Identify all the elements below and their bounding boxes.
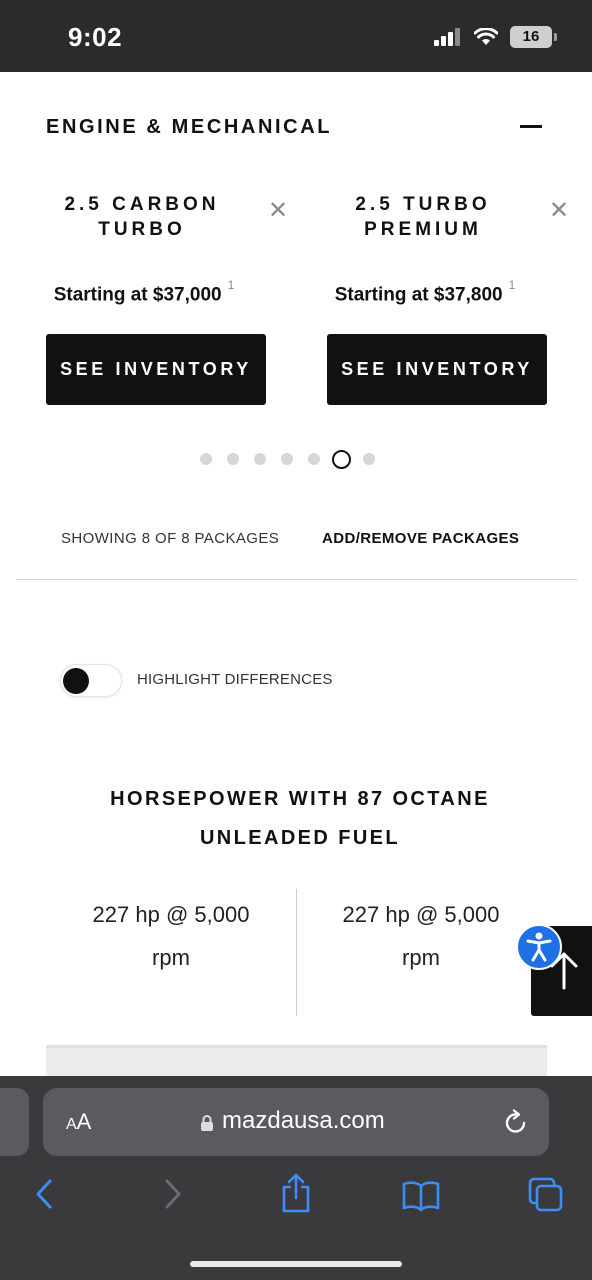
highlight-differences-label: HIGHLIGHT DIFFERENCES	[137, 671, 333, 688]
minus-icon	[520, 125, 542, 128]
collapse-section-button[interactable]	[516, 114, 546, 138]
tabs-icon[interactable]	[527, 1176, 565, 1214]
price-text: Starting at $37,800	[334, 284, 503, 306]
spec-value-line: 227 hp @ 5,000	[92, 902, 250, 927]
url-text[interactable]: mazdausa.com	[222, 1107, 385, 1134]
price-text: Starting at $37,000	[53, 284, 222, 306]
spec-value-line: rpm	[402, 945, 440, 970]
trim-name	[313, 192, 533, 242]
see-inventory-button[interactable]: SEE INVENTORY	[46, 334, 266, 405]
wifi-icon	[474, 28, 498, 46]
divider	[16, 579, 577, 580]
add-remove-packages-link[interactable]: ADD/REMOVE PACKAGES	[322, 530, 520, 547]
trim-name-line: 2.5 TURBO	[355, 194, 491, 215]
section-title: ENGINE & MECHANICAL	[46, 116, 333, 138]
trim-name-line: 2.5 CARBON	[64, 194, 220, 215]
accessibility-icon	[518, 926, 560, 968]
chevron-right-icon[interactable]	[160, 1176, 184, 1212]
chevron-left-icon[interactable]	[32, 1176, 56, 1212]
lock-icon	[200, 1114, 214, 1132]
spec-title-line: HORSEPOWER WITH 87 OCTANE	[110, 788, 490, 810]
packages-count: SHOWING 8 OF 8 PACKAGES	[61, 530, 280, 547]
pagination-dot[interactable]	[227, 453, 239, 465]
close-icon[interactable]: ✕	[267, 197, 289, 224]
trim-card	[24, 192, 289, 379]
pagination-dot[interactable]	[254, 453, 266, 465]
trim-name-line: TURBO	[98, 219, 186, 240]
column-separator	[296, 889, 297, 1016]
pagination-dot[interactable]	[281, 453, 293, 465]
close-icon[interactable]: ✕	[548, 197, 570, 224]
status-time: 9:02	[68, 22, 123, 52]
accessibility-button[interactable]	[516, 924, 562, 970]
spec-value-line: 227 hp @ 5,000	[342, 902, 500, 927]
spec-value	[51, 893, 291, 979]
spec-value-line: rpm	[152, 945, 190, 970]
trim-card	[305, 192, 570, 379]
trim-name	[32, 192, 252, 242]
share-icon[interactable]	[280, 1172, 312, 1214]
pagination-dot[interactable]	[363, 453, 375, 465]
highlight-differences-toggle[interactable]	[60, 664, 122, 697]
price-footnote[interactable]: 1	[508, 278, 516, 292]
aa-large: A	[76, 1109, 92, 1134]
pagination-dot-active[interactable]	[332, 450, 351, 469]
pagination-dot[interactable]	[200, 453, 212, 465]
previous-tab-preview[interactable]	[0, 1088, 29, 1156]
reload-icon[interactable]	[502, 1108, 530, 1136]
trim-price	[305, 278, 545, 306]
see-inventory-button[interactable]: SEE INVENTORY	[327, 334, 547, 405]
trim-price	[24, 278, 264, 306]
spec-title-line: UNLEADED FUEL	[199, 827, 401, 849]
spec-title	[60, 780, 540, 858]
spec-value	[301, 893, 541, 979]
reader-options-button[interactable]	[66, 1109, 91, 1135]
toggle-knob	[63, 668, 89, 694]
trim-name-line: PREMIUM	[364, 219, 482, 240]
pagination-dot[interactable]	[308, 453, 320, 465]
price-footnote[interactable]: 1	[227, 278, 235, 292]
aa-small: A	[66, 1116, 77, 1133]
home-indicator	[190, 1261, 402, 1267]
carousel-pagination	[200, 449, 375, 469]
battery-icon: 16	[510, 26, 552, 48]
status-icons	[434, 26, 552, 48]
status-bar	[0, 0, 592, 72]
cellular-signal-icon	[434, 28, 462, 46]
book-icon[interactable]	[401, 1180, 441, 1212]
